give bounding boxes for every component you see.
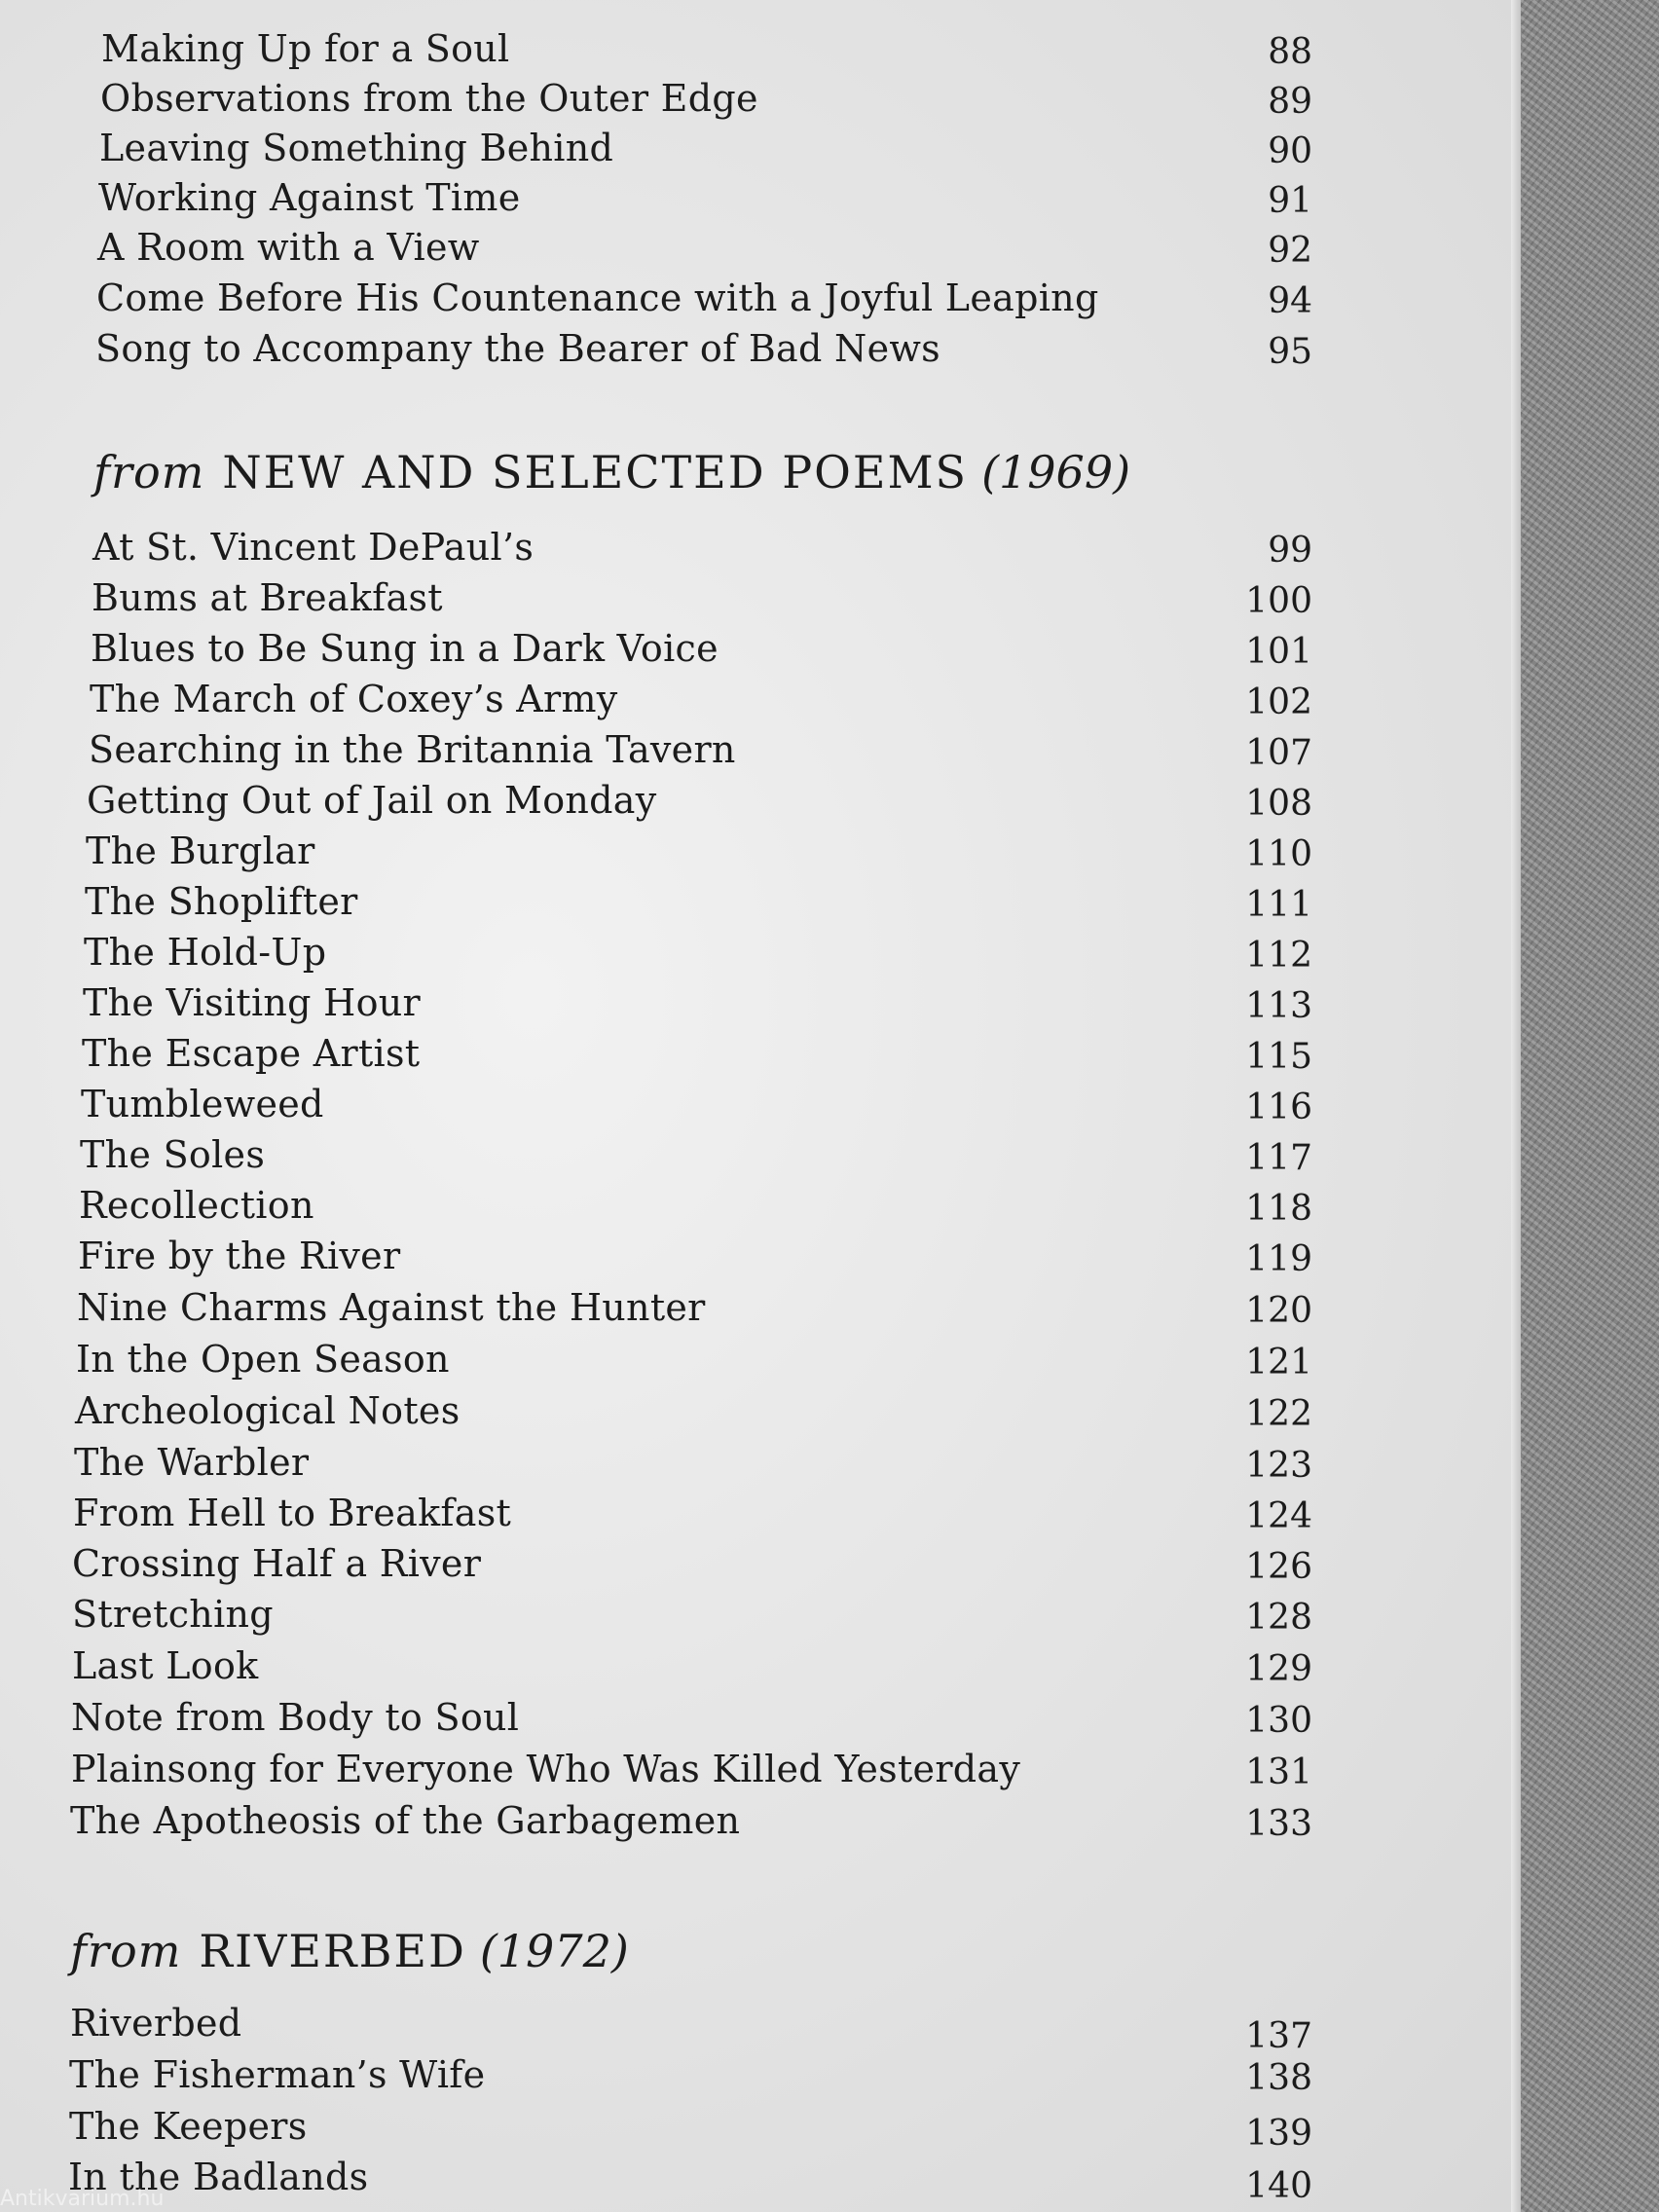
entry-page: 123 xyxy=(1245,1446,1312,1486)
toc-entry xyxy=(0,927,1519,977)
entry-page: 131 xyxy=(1245,1752,1312,1792)
heading-prefix: from xyxy=(70,1925,182,1977)
toc-entry xyxy=(0,674,1519,724)
entry-page: 92 xyxy=(1268,231,1312,271)
entry-title: The Fisherman’s Wife xyxy=(69,2053,486,2096)
entry-title: At St. Vincent DePaul’s xyxy=(92,526,535,569)
toc-entry xyxy=(0,1437,1519,1488)
heading-year: (1972) xyxy=(479,1925,629,1977)
entry-page: 100 xyxy=(1245,581,1312,621)
entry-page: 111 xyxy=(1245,885,1312,925)
entry-title: The Apotheosis of the Garbagemen xyxy=(70,1799,741,1842)
entry-title: From Hell to Breakfast xyxy=(73,1492,512,1534)
entry-title: The Hold-Up xyxy=(84,931,327,974)
toc-entry xyxy=(0,1538,1519,1589)
entry-page: 128 xyxy=(1245,1598,1312,1638)
entry-page: 89 xyxy=(1268,82,1312,122)
entry-title: Riverbed xyxy=(70,2002,242,2045)
entry-title: Note from Body to Soul xyxy=(71,1696,520,1739)
entry-title: A Room with a View xyxy=(97,226,480,269)
toc-entry xyxy=(0,1385,1519,1436)
entry-title: Plainsong for Everyone Who Was Killed Yesterday xyxy=(71,1748,1021,1790)
toc-entry xyxy=(0,23,1519,74)
entry-page: 117 xyxy=(1245,1138,1312,1178)
toc-entry xyxy=(0,123,1519,173)
toc-entry xyxy=(0,1998,1519,2056)
entry-title: The Shoplifter xyxy=(85,880,358,923)
entry-title: The Warbler xyxy=(74,1441,310,1484)
toc-entry xyxy=(0,2101,1519,2152)
entry-title: Fire by the River xyxy=(78,1235,401,1277)
entry-title: Leaving Something Behind xyxy=(99,127,614,169)
entry-title: The Escape Artist xyxy=(82,1032,421,1075)
entry-title: Observations from the Outer Edge xyxy=(100,77,758,120)
entry-title: The Visiting Hour xyxy=(83,981,422,1024)
heading-prefix: from xyxy=(93,446,205,498)
section-heading xyxy=(70,1922,629,1980)
toc-entry xyxy=(0,977,1519,1028)
entry-title: Searching in the Britannia Tavern xyxy=(89,728,736,771)
toc-entry xyxy=(0,1180,1519,1231)
toc-entry xyxy=(0,1129,1519,1180)
heading-title: RIVERBED xyxy=(199,1925,466,1977)
entry-page: 110 xyxy=(1245,834,1312,874)
toc-entry xyxy=(0,1795,1519,1846)
entry-page: 137 xyxy=(1245,2016,1312,2056)
entry-page: 90 xyxy=(1268,131,1312,171)
entry-title: The Burglar xyxy=(86,830,315,872)
entry-title: In the Badlands xyxy=(68,2156,369,2198)
toc-entry xyxy=(0,522,1519,572)
entry-page: 94 xyxy=(1268,281,1312,321)
entry-page: 139 xyxy=(1245,2114,1312,2154)
toc-entry xyxy=(0,1079,1519,1129)
entry-page: 133 xyxy=(1245,1804,1312,1844)
section-heading xyxy=(93,443,1130,501)
entry-page: 113 xyxy=(1245,986,1312,1026)
entry-title: Nine Charms Against the Hunter xyxy=(77,1286,706,1329)
entry-title: Blues to Be Sung in a Dark Voice xyxy=(91,627,719,670)
entry-page: 140 xyxy=(1245,2166,1312,2206)
toc-entry xyxy=(0,623,1519,674)
entry-title: Bums at Breakfast xyxy=(92,576,443,619)
entry-title: Archeological Notes xyxy=(75,1389,461,1432)
toc-entry xyxy=(0,775,1519,826)
entry-page: 91 xyxy=(1268,181,1312,221)
entry-title: Crossing Half a River xyxy=(72,1542,482,1585)
toc-entry xyxy=(0,1488,1519,1538)
entry-page: 112 xyxy=(1245,936,1312,976)
toc-entry xyxy=(0,1589,1519,1640)
entry-title: In the Open Season xyxy=(76,1338,450,1381)
toc-entry xyxy=(0,1744,1519,1794)
toc-entry xyxy=(0,1028,1519,1079)
entry-title: The Soles xyxy=(80,1133,266,1176)
toc-entry xyxy=(0,826,1519,876)
toc-entry xyxy=(0,1231,1519,1281)
entry-page: 108 xyxy=(1245,784,1312,824)
watermark: Antikvarium.hu xyxy=(0,2187,165,2211)
toc-entry xyxy=(0,1692,1519,1743)
entry-page: 101 xyxy=(1245,632,1312,672)
entry-page: 119 xyxy=(1245,1239,1312,1279)
entry-title: The Keepers xyxy=(69,2105,308,2148)
entry-title: Last Look xyxy=(72,1644,259,1687)
entry-page: 118 xyxy=(1245,1189,1312,1229)
entry-title: Tumbleweed xyxy=(81,1083,324,1125)
toc-entry xyxy=(0,1334,1519,1384)
entry-title: Stretching xyxy=(72,1593,274,1636)
entry-page: 129 xyxy=(1245,1649,1312,1689)
toc-entry xyxy=(0,572,1519,623)
entry-title: Working Against Time xyxy=(98,176,521,219)
toc-entry xyxy=(0,273,1519,323)
toc-entry xyxy=(0,876,1519,927)
toc-entry xyxy=(0,1282,1519,1333)
entry-page: 124 xyxy=(1245,1496,1312,1536)
entry-page: 122 xyxy=(1245,1394,1312,1434)
entry-page: 95 xyxy=(1268,332,1312,372)
toc-entry xyxy=(0,323,1519,374)
entry-page: 121 xyxy=(1245,1343,1312,1382)
toc-entry xyxy=(0,172,1519,223)
toc-entry xyxy=(0,1641,1519,1691)
toc-entry xyxy=(0,222,1519,273)
entry-title: Come Before His Countenance with a Joyful Leaping xyxy=(96,276,1099,319)
toc-entry xyxy=(0,724,1519,775)
heading-year: (1969) xyxy=(981,446,1131,498)
entry-page: 116 xyxy=(1245,1088,1312,1127)
entry-title: Song to Accompany the Bearer of Bad News xyxy=(95,327,940,370)
entry-page: 126 xyxy=(1245,1547,1312,1587)
background-surface xyxy=(1521,0,1659,2212)
entry-page: 130 xyxy=(1245,1701,1312,1741)
entry-page: 138 xyxy=(1245,2058,1312,2098)
toc-entry xyxy=(0,2049,1519,2100)
entry-title: Getting Out of Jail on Monday xyxy=(87,779,657,822)
toc-entry xyxy=(0,73,1519,124)
entry-page: 107 xyxy=(1245,733,1312,773)
entry-title: Recollection xyxy=(79,1184,314,1227)
entry-title: Making Up for a Soul xyxy=(101,27,510,70)
entry-page: 120 xyxy=(1245,1291,1312,1331)
entry-title: The March of Coxey’s Army xyxy=(90,678,618,720)
entry-page: 115 xyxy=(1245,1037,1312,1077)
heading-title: NEW AND SELECTED POEMS xyxy=(222,446,969,498)
entry-page: 102 xyxy=(1245,682,1312,722)
entry-page: 88 xyxy=(1268,32,1312,72)
entry-page: 99 xyxy=(1268,531,1312,571)
